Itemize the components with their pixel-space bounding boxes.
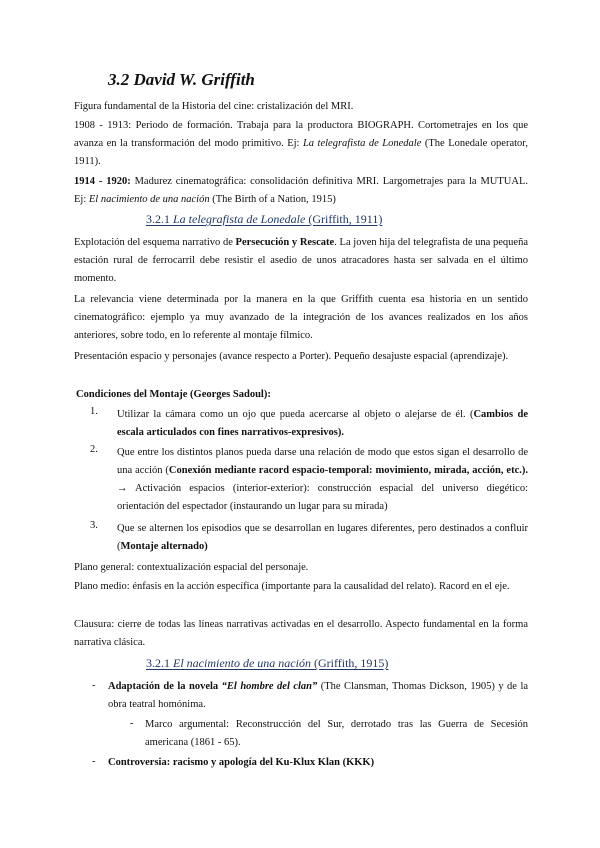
subsection-1-number: 3.2.1 xyxy=(146,212,173,226)
intro-p3-text-a: Madurez cinematográfica: consolidación definitiva MRI. Largometrajes para la MUTUAL. Ej: xyxy=(74,176,528,205)
s1-p1-text-a: Explotación del esquema narrativo de xyxy=(74,237,236,248)
conditions-heading xyxy=(76,386,530,404)
intro-p3-period: 1914 - 1920: xyxy=(74,176,131,187)
sub-bullet-dash: - xyxy=(130,718,134,729)
intro-p2-text-a: 1908 - 1913: Periodo de formación. Trabaja para la productora BIOGRAPH. Cortometrajes en los que avanza en la transformación del modo primitivo. Ej: xyxy=(74,120,528,149)
subsection-1-title: La telegrafista de Lonedale xyxy=(173,212,306,226)
bullet-1-tail: (The Clansman, Thomas Dickson, 1905) y de la obra teatral homónima. xyxy=(108,681,529,710)
s1-p1-text-b: . La joven hija del telegrafista de una pequeña estación rural de ferrocarril debe resistir el asedio de unos atracadores hasta ser salvada en el último momento. xyxy=(74,237,529,284)
item-2-tail: → Activación espacios (interior-exterior): construcción espacial del universo diegético: orientación del espectador (instaurando un lugar para su mirada) xyxy=(117,483,528,512)
condition-item-2 xyxy=(117,444,528,516)
item-3-bold: Montaje alternado) xyxy=(120,541,208,552)
condition-item-1 xyxy=(117,406,528,442)
s1-paragraph-5: Plano medio: énfasis en la acción específica (importante para la causalidad del relato). Racord en el eje. xyxy=(74,581,510,592)
s1-p1-bold: Persecución y Rescate xyxy=(235,237,335,248)
item-3-text: Que se alternen los episodios que se desarrollan en lugares diferentes, pero destinados a confluir ( xyxy=(117,523,528,552)
subsection-heading-telegrafista xyxy=(146,212,382,227)
s1-paragraph-1 xyxy=(74,234,528,288)
s1-paragraph-2: La relevancia viene determinada por la manera en la que Griffith cuenta esa historia en un sentido cinematográfico: ejemplo ya muy avanzado de la integración de los avances realizados en los años anteriores, sobre todo, en lo referente al montaje fílmico. xyxy=(74,294,528,341)
s1-paragraph-3: Presentación espacio y personajes (avance respecto a Porter). Pequeño desajuste espacial (aprendizaje). xyxy=(74,351,509,362)
subsection-1-tail: (Griffith, 1911) xyxy=(305,212,383,226)
bullet-2-dash: - xyxy=(92,756,96,767)
item-1-bold: Cambios de escala articulados con fines narrativos-expresivos). xyxy=(117,409,528,438)
item-2-number: 2. xyxy=(90,444,98,455)
intro-p2-film: La telegrafista de Lonedale xyxy=(302,138,422,149)
bullet-adaptacion xyxy=(108,678,528,714)
item-1-number: 1. xyxy=(90,406,98,417)
subsection-heading-nacimiento xyxy=(146,656,388,671)
bullet-2-bold: Controversia: racismo y apología del Ku-Klux Klan (KKK) xyxy=(108,757,375,768)
intro-p3-film: El nacimiento de una nación xyxy=(88,194,210,205)
bullet-1-dash: - xyxy=(92,680,96,691)
sub-bullet-marco: Marco argumental: Reconstrucción del Sur, derrotado tras las Guerra de Secesión americana (1861 - 65). xyxy=(145,719,528,748)
intro-p3-text-b: (The Birth of a Nation, 1915) xyxy=(209,194,336,205)
bullet-1-novel: “El hombre del clan” xyxy=(221,681,318,692)
subsection-2-title: El nacimiento de una nación xyxy=(173,656,311,670)
subsection-2-number: 3.2.1 xyxy=(146,656,173,670)
conditions-heading-text: Condiciones del Montaje (Georges Sadoul): xyxy=(76,389,271,400)
bullet-1-bold: Adaptación de la novela xyxy=(108,681,222,692)
section-title: 3.2 David W. Griffith xyxy=(108,70,255,89)
subsection-2-tail: (Griffith, 1915) xyxy=(310,656,389,670)
intro-p2-text-b: (The Lonedale operator, 1911). xyxy=(74,138,528,167)
bullet-controversia xyxy=(108,754,528,772)
item-3-number: 3. xyxy=(90,520,98,531)
item-1-text: Utilizar la cámara como un ojo que pueda acercarse al objeto o alejarse de él. ( xyxy=(117,409,474,420)
s1-paragraph-6: Clausura: cierre de todas las líneas narrativas activadas en el desarrollo. Aspecto fundamental en la forma narrativa clásica. xyxy=(74,619,528,648)
intro-paragraph-1: Figura fundamental de la Historia del cine: cristalización del MRI. xyxy=(74,101,354,112)
item-2-text: Que entre los distintos planos pueda darse una relación de modo que estos sigan el desarrollo de una acción ( xyxy=(117,447,528,476)
condition-item-3 xyxy=(117,520,528,556)
item-2-bold: Conexión mediante racord espacio-temporal: movimiento, mirada, acción, etc.). xyxy=(168,465,528,476)
s1-paragraph-4: Plano general: contextualización espacial del personaje. xyxy=(74,562,309,573)
intro-paragraph-2 xyxy=(74,117,528,171)
intro-paragraph-3 xyxy=(74,173,528,209)
